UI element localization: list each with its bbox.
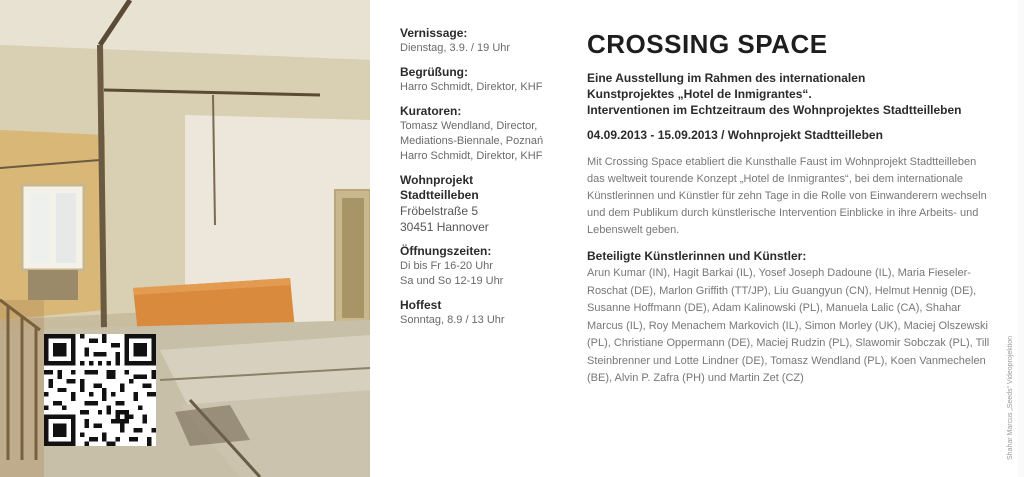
kuratoren-value: Tomasz Wendland, Director, Mediations-Biennale, Poznań Harro Schmidt, Direktor, KHF [400,120,544,162]
room-photo [0,0,370,477]
main-text-column [587,29,997,388]
exhibition-dates: 04.09.2013 - 15.09.2013 / Wohnprojekt Stadtteilleben [587,128,883,142]
photo-credit: Shahar Marcus „Seeds“ Videoprojektion [1007,336,1014,460]
subtitle-line: Eine Ausstellung im Rahmen des internationalen [587,71,866,85]
hoffest-heading: Hoffest [400,298,442,312]
qr-code[interactable] [44,334,156,446]
kuratoren-block [400,104,575,164]
wohnprojekt-heading: Wohnprojekt Stadtteilleben [400,173,479,202]
vernissage-block [400,26,575,56]
oeffnungszeiten-heading: Öffnungszeiten: [400,244,492,258]
begruessung-block [400,65,575,95]
wohnprojekt-address: Fröbelstraße 5 30451 Hannover [400,204,489,234]
qr-code-icon [44,334,156,446]
page-edge [1018,0,1024,477]
begruessung-value: Harro Schmidt, Direktor, KHF [400,81,543,93]
vernissage-value: Dienstag, 3.9. / 19 Uhr [400,42,511,54]
kuratoren-heading: Kuratoren: [400,104,462,118]
subtitle [587,70,997,118]
hoffest-block [400,298,575,328]
subtitle-line: Interventionen im Echtzeitraum des Wohnprojektes Stadtteilleben [587,103,962,117]
event-info-column [400,26,575,337]
hoffest-value: Sonntag, 8.9 / 13 Uhr [400,314,505,326]
begruessung-heading: Begrüßung: [400,65,468,79]
wohnprojekt-block [400,173,575,235]
artists-heading: Beteiligte Künstlerinnen und Künstler: [587,249,807,263]
description-text: Mit Crossing Space etabliert die Kunsthalle Faust im Wohnprojekt Stadtteilleben das weltweit tourende Konzept „Hotel de Inmigrantes“, bei dem internationale Künstlerinnen und Künstler für zehn Tage in die Rolle von Einwanderern wechseln und dem Publikum durch künstlerische Intervention Einblicke in ihre Arbeits- und Lebenswelt geben. [587,156,987,236]
oeffnungszeiten-value: Di bis Fr 16-20 Uhr Sa und So 12-19 Uhr [400,260,504,287]
subtitle-line: Kunstprojektes „Hotel de Inmigrantes“. [587,87,812,101]
page-title: CROSSING SPACE [587,29,828,59]
oeffnungszeiten-block [400,244,575,289]
artists-list: Arun Kumar (IN), Hagit Barkai (IL), Yosef Joseph Dadoune (IL), Maria Fieseler-Roschat (DE), Marlon Griffith (TT/JP), Liu Guangyun (CN), Helmut Hennig (DE), Susanne Hoffmann (DE), Adam Kalinowski (PL), Manuela Lalic (CA), Shahar Marcus (IL), Roy Menachem Markovich (IL), Simon Morley (UK), Maciej Olszewski (PL), Christiane Oppermann (DE), Maciej Rudzin (PL), Slawomir Sobczak (PL), Till Steinbrenner und Lotte Lindner (DE), Tomasz Wendland (PL), Koen Vanmechelen (BE), Alvin P. Zafra (PH) und Martin Zet (CZ) [587,267,990,384]
vernissage-heading: Vernissage: [400,26,468,40]
